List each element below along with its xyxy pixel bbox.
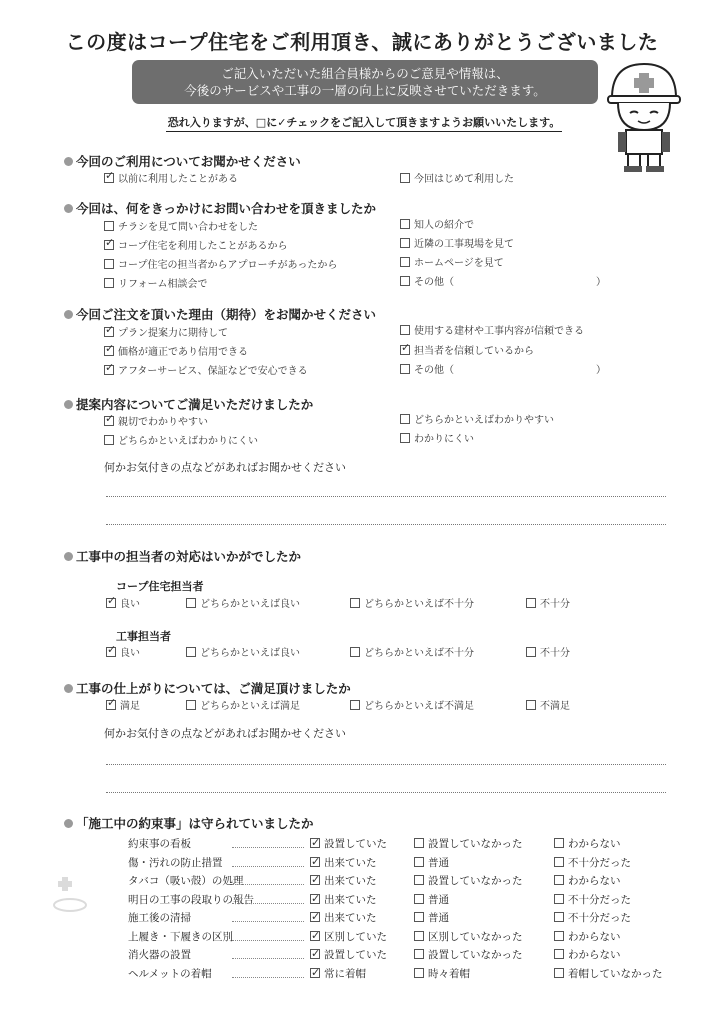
q7-row-3-option-1[interactable] [310,872,377,890]
q6-option-2[interactable] [186,700,300,714]
option-label: その他（ [414,365,454,376]
option-label: 担当者を信頼しているから [414,346,534,357]
bullet-dot-icon [64,552,73,561]
q4-option-4[interactable] [400,433,474,447]
checkbox-checked-icon[interactable] [106,598,116,608]
q7-item-label: 施工後の清掃 [128,912,191,924]
option-label: コープ住宅を利用したことがあるから [118,241,288,252]
question-5-heading [64,547,301,565]
checkbox-icon[interactable] [104,435,114,445]
checkbox-checked-icon[interactable] [310,949,320,959]
checkbox-icon[interactable] [400,173,410,183]
q6-comment-prompt: 何かお気付きの点などがあればお聞かせください [104,727,346,740]
option-label: どちらかといえば良い [200,648,300,659]
option-label: 出来ていた [324,875,377,887]
q5-group-1-label: コープ住宅担当者 [116,580,204,593]
option-label: どちらかといえば不十分 [364,648,474,659]
checkbox-icon[interactable] [554,949,564,959]
q7-row-4-option-3[interactable] [554,891,631,909]
q1-option-1[interactable] [104,173,238,187]
question-7-heading [64,814,314,832]
checkbox-icon[interactable] [554,857,564,867]
checkbox-checked-icon[interactable] [400,345,410,355]
checkbox-icon[interactable] [414,912,424,922]
option-label: 出来ていた [324,894,377,906]
q7-row-2-option-1[interactable] [310,854,377,872]
checkbox-icon[interactable] [554,931,564,941]
q6-option-1[interactable] [106,700,140,714]
option-label: 普通 [428,912,449,924]
q3-option-1[interactable] [104,327,228,341]
checkbox-checked-icon[interactable] [104,327,114,337]
q7-row-8-option-2[interactable] [414,965,470,983]
checkbox-icon[interactable] [414,968,424,978]
checkbox-checked-icon[interactable] [106,700,116,710]
q3-option-5[interactable] [400,345,534,359]
option-label: わからない [568,875,621,887]
checkbox-icon[interactable] [400,325,410,335]
option-label: 常に着帽 [324,968,366,980]
checkbox-checked-icon[interactable] [310,968,320,978]
q7-item-label: 上履き・下履きの区別 [128,931,233,943]
option-label: 今回はじめて利用した [414,174,514,185]
checkbox-icon[interactable] [414,931,424,941]
q7-item-label: 明日の工事の段取りの報告 [128,894,254,906]
option-label: 普通 [428,894,449,906]
question-5-label: 工事中の担当者の対応はいかがでしたか [76,549,302,564]
option-label: 価格が適正であり信用できる [118,347,248,358]
checkbox-icon[interactable] [554,875,564,885]
option-label: アフターサービス、保証などで安心できる [118,366,308,377]
q2-option-1[interactable] [104,221,258,235]
checkbox-checked-icon[interactable] [104,365,114,375]
q7-item-label: 約束事の看板 [128,838,191,850]
bullet-dot-icon [64,819,73,828]
q7-row-2-option-3[interactable] [554,854,631,872]
q7-leader-line [232,866,304,867]
q7-row-7-option-2[interactable] [414,946,523,964]
q7-item-label: 傷・汚れの防止措置 [128,857,223,869]
q4-option-3[interactable] [400,414,554,428]
q7-row-1-option-2[interactable] [414,835,523,853]
q7-row-5-option-1[interactable] [310,909,377,927]
intro-banner [132,60,598,104]
checkbox-icon[interactable] [400,276,410,286]
option-label: 着帽していなかった [568,968,663,980]
option-label: リフォーム相談会で [118,279,208,290]
q5-g2-option-2[interactable] [186,647,300,661]
q7-leader-line [232,921,304,922]
checkbox-icon[interactable] [414,838,424,848]
checkbox-icon[interactable] [104,221,114,231]
q7-leader-line [232,903,304,904]
q7-row-7-option-1[interactable] [310,946,387,964]
option-label: 出来ていた [324,857,377,869]
option-label: 親切でわかりやすい [118,417,208,428]
option-label: 使用する建材や工事内容が信頼できる [414,326,584,337]
checkbox-checked-icon[interactable] [104,416,114,426]
q3-option-6[interactable] [400,364,454,378]
checkbox-icon[interactable] [350,700,360,710]
q2-option-5[interactable] [400,219,474,233]
bullet-dot-icon [64,204,73,213]
checkbox-checked-icon[interactable] [310,838,320,848]
q3-option-2[interactable] [104,346,248,360]
q7-row-1-option-1[interactable] [310,835,387,853]
option-label: プラン提案力に期待して [118,328,228,339]
question-4-heading [64,395,313,413]
question-6-label: 工事の仕上がりについては、ご満足頂けましたか [76,681,351,696]
q2-option-7[interactable] [400,257,504,271]
option-label: 出来ていた [324,912,377,924]
banner-line-2: 今後のサービスや工事の一層の向上に反映させていただきます。 [184,83,546,98]
page-title: この度はコープ住宅をご利用頂き、誠にありがとうございました [65,30,659,54]
option-label: その他（ [414,277,454,288]
option-label: 設置していた [324,838,387,850]
option-label: 近隣の工事現場を見て [414,239,514,250]
question-6-heading [64,679,351,697]
checkbox-checked-icon[interactable] [310,912,320,922]
q5-g1-option-4[interactable] [526,598,570,612]
q7-row-4-option-1[interactable] [310,891,377,909]
q7-item-label: ヘルメットの着帽 [128,968,212,980]
option-label: 以前に利用したことがある [118,174,238,185]
q7-item-label: 消火器の設置 [128,949,191,961]
q3-option-4[interactable] [400,325,584,339]
q3-option-6-close: ） [596,365,606,376]
checkbox-icon[interactable] [186,647,196,657]
q7-row-4-option-2[interactable] [414,891,449,909]
q2-option-8-close: ） [596,277,606,288]
option-label: 不十分だった [568,912,631,924]
checkbox-icon[interactable] [414,949,424,959]
checkbox-checked-icon[interactable] [104,240,114,250]
checkbox-checked-icon[interactable] [310,894,320,904]
option-label: 不十分 [540,599,570,610]
q7-leader-line [232,977,304,978]
checkbox-icon[interactable] [414,894,424,904]
q7-item-label: タバコ（吸い殻）の処理 [128,875,244,887]
q4-option-2[interactable] [104,435,258,449]
checkbox-icon[interactable] [554,894,564,904]
question-3-label: 今回ご注文を頂いた理由（期待）をお聞かせください [76,307,377,322]
banner-line-1: ご記入いただいた組合員様からのご意見や情報は、 [221,66,509,81]
q7-row-8-option-3[interactable] [554,965,663,983]
checkbox-icon[interactable] [526,647,536,657]
q7-row-8-option-1[interactable] [310,965,366,983]
q2-option-4[interactable] [104,278,208,292]
option-label: 不十分 [540,648,570,659]
checkbox-checked-icon[interactable] [104,173,114,183]
q6-option-3[interactable] [350,700,474,714]
option-label: ホームページを見て [414,258,504,269]
q7-row-6-option-2[interactable] [414,928,523,946]
checkbox-icon[interactable] [104,259,114,269]
option-label: わからない [568,949,621,961]
q5-g1-option-3[interactable] [350,598,474,612]
q7-leader-line [232,958,304,959]
q5-g2-option-3[interactable] [350,647,474,661]
question-3-heading [64,305,376,323]
option-label: 不十分だった [568,894,631,906]
option-label: 良い [120,648,140,659]
q3-option-3[interactable] [104,365,308,379]
option-label: どちらかといえば良い [200,599,300,610]
question-2-heading [64,199,376,217]
bullet-dot-icon [64,400,73,409]
question-4-label: 提案内容についてご満足いただけましたか [76,397,314,412]
checkbox-icon[interactable] [350,598,360,608]
option-label: 知人の紹介で [414,220,474,231]
checkbox-icon[interactable] [400,238,410,248]
option-label: 満足 [120,701,140,712]
q4-comment-line-1[interactable] [106,496,666,497]
q6-comment-line-1[interactable] [106,764,666,765]
option-label: 設置していなかった [428,875,523,887]
instruction-note: 恐れ入りますが、□に✓チェックをご記入して頂きますようお願いいたします。 [167,116,561,129]
bullet-dot-icon [64,684,73,693]
checkbox-icon[interactable] [414,875,424,885]
option-label: チラシを見て問い合わせをした [118,222,258,233]
question-1-label: 今回のご利用についてお聞かせください [76,154,301,169]
q4-option-1[interactable] [104,416,208,430]
q7-leader-line [232,940,304,941]
option-label: 普通 [428,857,449,869]
option-label: 良い [120,599,140,610]
checkbox-icon[interactable] [554,912,564,922]
bullet-dot-icon [64,310,73,319]
option-label: 不十分だった [568,857,631,869]
checkbox-icon[interactable] [400,364,410,374]
q7-row-1-option-3[interactable] [554,835,621,853]
q7-row-6-option-1[interactable] [310,928,387,946]
q2-option-8[interactable] [400,276,454,290]
option-label: どちらかといえば満足 [200,701,300,712]
faint-mascot-mark-icon [50,875,90,915]
option-label: わからない [568,838,621,850]
q6-comment-line-2[interactable] [106,792,666,793]
option-label: 設置していなかった [428,949,523,961]
checkbox-icon[interactable] [186,700,196,710]
q7-row-5-option-3[interactable] [554,909,631,927]
option-label: どちらかといえばわかりにくい [118,436,258,447]
option-label: 不満足 [540,701,570,712]
option-label: 設置していた [324,949,387,961]
option-label: どちらかといえば不満足 [364,701,474,712]
q7-row-7-option-3[interactable] [554,946,621,964]
q7-row-2-option-2[interactable] [414,854,449,872]
checkbox-icon[interactable] [414,857,424,867]
q5-g1-option-1[interactable] [106,598,140,612]
option-label: どちらかといえばわかりやすい [414,415,554,426]
q6-option-4[interactable] [526,700,570,714]
checkbox-icon[interactable] [104,278,114,288]
checkbox-icon[interactable] [400,433,410,443]
q7-row-5-option-2[interactable] [414,909,449,927]
checkbox-checked-icon[interactable] [310,931,320,941]
option-label: どちらかといえば不十分 [364,599,474,610]
q7-row-6-option-3[interactable] [554,928,621,946]
option-label: コープ住宅の担当者からアプローチがあったから [118,260,338,271]
question-1-heading [64,152,301,170]
option-label: 区別していなかった [428,931,523,943]
q4-comment-line-2[interactable] [106,524,666,525]
bullet-dot-icon [64,157,73,166]
question-7-label: 「施工中の約束事」は守られていましたか [76,816,314,831]
instruction-underline [166,131,562,132]
checkbox-icon[interactable] [554,968,564,978]
helmet-worker-mascot-icon [604,58,684,174]
q5-g2-option-1[interactable] [106,647,140,661]
checkbox-icon[interactable] [186,598,196,608]
option-label: わかりにくい [414,434,474,445]
checkbox-icon[interactable] [400,219,410,229]
checkbox-checked-icon[interactable] [104,346,114,356]
q7-row-3-option-3[interactable] [554,872,621,890]
option-label: 設置していなかった [428,838,523,850]
q5-g1-option-2[interactable] [186,598,300,612]
q1-option-2[interactable] [400,173,514,187]
checkbox-icon[interactable] [400,414,410,424]
checkbox-icon[interactable] [526,700,536,710]
checkbox-icon[interactable] [526,598,536,608]
option-label: 時々着帽 [428,968,470,980]
checkbox-icon[interactable] [350,647,360,657]
option-label: 区別していた [324,931,387,943]
question-2-label: 今回は、何をきっかけにお問い合わせを頂きましたか [76,201,377,216]
option-label: わからない [568,931,621,943]
checkbox-icon[interactable] [554,838,564,848]
q5-g2-option-4[interactable] [526,647,570,661]
q5-group-2-label: 工事担当者 [116,630,171,643]
checkbox-checked-icon[interactable] [106,647,116,657]
q2-option-2[interactable] [104,240,288,254]
checkbox-checked-icon[interactable] [310,875,320,885]
checkbox-checked-icon[interactable] [310,857,320,867]
q7-leader-line [232,884,304,885]
checkbox-icon[interactable] [400,257,410,267]
q7-leader-line [232,847,304,848]
q4-comment-prompt: 何かお気付きの点などがあればお聞かせください [104,461,346,474]
q2-option-6[interactable] [400,238,514,252]
q2-option-3[interactable] [104,259,337,273]
q7-row-3-option-2[interactable] [414,872,523,890]
